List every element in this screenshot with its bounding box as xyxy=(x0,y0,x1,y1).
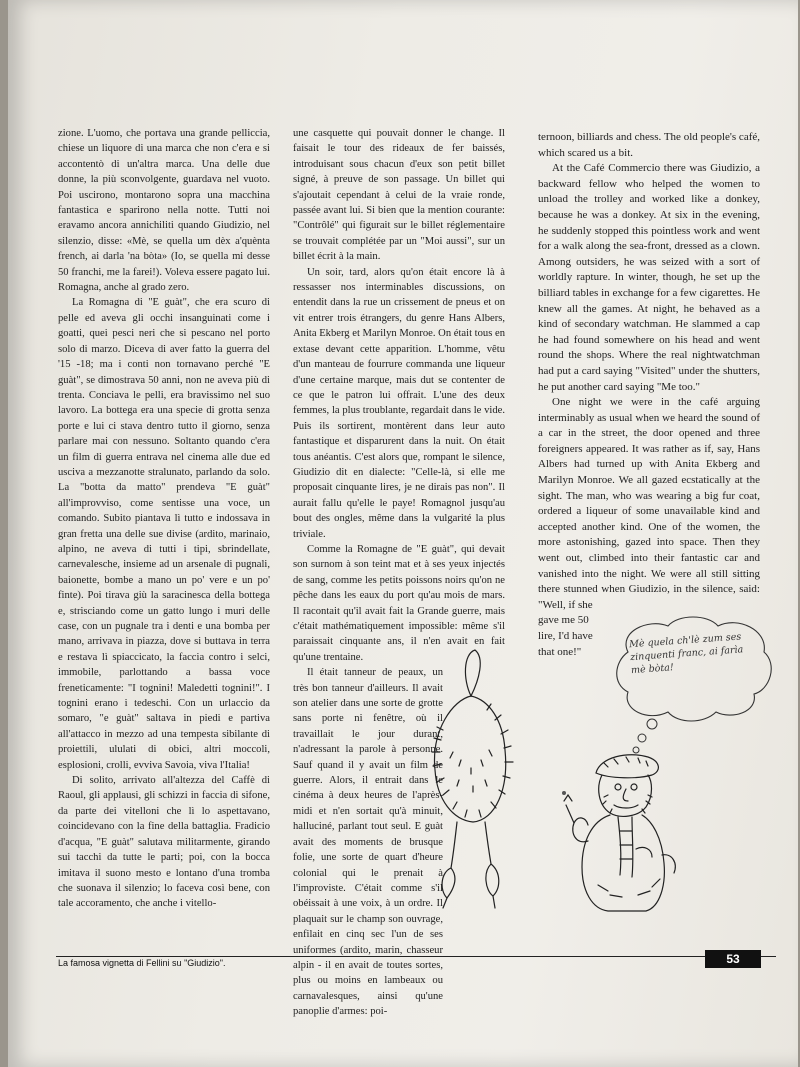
speech-bubble-text: Mè quela ch'lè zum ses zinquenti franc, ai farìa mè bòta! xyxy=(628,631,744,677)
magazine-page xyxy=(8,0,798,1067)
french-paragraph-2: Un soir, tard, alors qu'on était encore là à ressasser nos interminables discussions, on entendit dans la rue un crissement de pneus et on vit entrer trois étrangers, du genre Hans Albers, Anita Ekberg et Marilyn Monroe. On était tous en extase devant cette apparition. L'homme, vêtu d'un manteau de fourrure commanda une liqueur d'une certaine marque, mais dut se contenter de ce que le patron lui offrait. L'une des deux femmes, la plus troublante, regardait dans le vide. Puis ils sortirent, montèrent dans leur auto fantastique et disparurent dans la nuit. On était tous anéantis. C'est alors que, rompant le silence, Giudizio dit en dialecte: "Celle-là, si elle me proposait cinquante lires, je ne dirais pas non". Il aurait fallu qu'elle le paye! Romagnol jusqu'au bout des ongles, même dans la vulgarité la plus triviale. xyxy=(293,266,505,540)
english-paragraph-3-end: gave me 50 lire, I'd have that one!" xyxy=(538,614,593,658)
english-paragraph-1: ternoon, billiards and chess. The old people's café, which scared us a bit. xyxy=(538,131,760,159)
sketch-fur-coat-figure xyxy=(413,640,533,920)
italian-paragraph-1: zione. L'uomo, che portava una grande pelliccia, chiese un liquore di una marca che non c'era e si accontentò di un'altra marca. Una delle due donne, la più sconvolgente, guardava nel vuoto. Poi uscirono, montarono sopra una macchina fantastica e sparirono nella notte. Tutti noi eravamo ancora annichiliti quando Giudizio, nel silenzio, disse: «Mè, se quella um dèx a'quènta french, ai darla 'na bòta» (Io, se quella mi desse 50 franchi, me la farei!). Voleva essere pagato lui. Romagna, anche al grado zero. xyxy=(58,128,270,294)
english-paragraph-3: One night we were in the café arguing interminably as usual when we heard the sound of a car in the street, the door opened and three foreigners appeared. It was rather as if, say, Hans Albers had turned up with Anita Ekberg and Marilyn Monroe. We all gazed ecstatically at the sight. The man, who was wearing a big fur coat, ordered a liqueur of some unavailable kind and accepted another kind. One of the women, the more astonishing, gazed into space. Then they went out, climbed into their fantastic car and vanished into the night. We were all still sitting there stunned when Giudizio, in the silence, said: "Well, if she xyxy=(538,396,760,611)
french-paragraph-4: Il était tanneur de peaux, un très bon tanneur d'ailleurs. Il avait son atelier dans une sorte de grotte sans porte ni fenêtre, où il travaillait le jour durant, n'adressant la parole à personne. Sauf quand il y avait un film de guerre. Alors, il entrait dans le cinéma à deux heures de l'après-midi et n'en sortait qu'à minuit, halluciné, parlant tout seul. E guàt avait des moments de brusque folie, une sorte de quart d'heure colonial qui le prenait à l'improviste. C'était comme s'il obéissait à une voix, à un ordre. Il plaquait sur le champ son ouvrage, enfilait en cinq sec l'un de ses uniformes (ardito, marin, chasseur alpin - il en avait de toutes sortes, plus ou moins en lambeaux ou carnavalesques, ainsi qu'une panoplie d'armes: poi- xyxy=(293,667,443,1018)
french-paragraph-3: Comme la Romagne de "E guàt", qui devait son surnom à son teint mat et à ses yeux injectés de sang, comme les petits poissons noirs qu'on ne pêche dans les eaux du port qu'au mois de mars. Il racontait qu'il avait fait la Grande guerre, mais c'était mathématiquement impossible: même s'il paraissait cinquante ans, il n'en avait en fait qu'une trentaine. xyxy=(293,543,505,663)
english-paragraph-2: At the Café Commercio there was Giudizio, a backward fellow who helped the women to unload the trolley and worked like a donkey, because he was a donkey. At six in the evening, he suddenly stopped this pointless work and went for a walk along the sea-front, dressed as a clown. Among outsiders, he was seized with a sort of worldly rapture. In winter, though, he set up the billiard tables in exchange for a few cigarettes. He knew all the games. At night, he behaved as a kind of secondary watchman. He slammed a cap he had found somewhere on his head and went round the shops. Where the real nightwatchman had put a card saying "Visited" under the shutters, he put another card saying "Me too." xyxy=(538,162,760,393)
italian-paragraph-3: Di solito, arrivato all'altezza del Caffè di Raoul, gli applausi, gli schizzi in faccia di sifone, da parte dei vitelloni che lì lo aspettavano, coincidevano con la fine della battaglia. Fradicio d'acqua, "E guàt" salutava militarmente, girando sui tacchi da tutte le parti; poi, con la bocca imitava il suono mesto e lontano d'una tromba che suonava il silenzio; lo faceva così bene, con tale accoramento, che anche i vitello- xyxy=(58,775,270,910)
italian-column xyxy=(58,126,270,912)
figure-caption: La famosa vignetta di Fellini su "Giudizio". xyxy=(58,958,226,968)
italian-paragraph-2: La Romagna di "E guàt", che era scuro di pelle ed aveva gli occhi insanguinati come i goatti, quei pesci neri che si pescano nel porto solo di marzo. Diceva di aver fatto la guerra del '15 -18; ma i conti non tornavano perché "E guàt", se dimostrava 50 anni, non ne aveva più di trenta. Conciava le pelli, era bravissimo nel suo lavoro. La bottega era una specie di grotta senza porte e lui ci stava dentro tutto il giorno, senza parlare mai con nessuno. Soltanto quando c'era un film di guerra entrava nel cinema alle due ed usciva a mezzanotte stralunato, parlando da solo. La "botta da matto" prendeva "E guàt" all'improvviso, come sentisse una voce, un comando. Subito piantava lì tutto e indossava in gran fretta una delle sue divise (ardito, marinaio, alpino, ne aveva di tutti i tipi, sbrindellate, carnevalesche, insieme ad un arsenale di pugnali, baionette, bombe a mano un po' vere e un po' finte). Poi tirava giù la saracinesca della bottega e, strisciando come un gatto lungo i muri delle case, con un pugnale tra i denti e una bomba per mano, arrivava in piazza, dove si buttava in terra e restava lì spiaccicato, la faccia contro i selci, immobile, parlottando a bassa voce freneticamente: "I tognini! Maledetti tognini!". I tognini erano i tedeschi. Con un urlaccio da somaro, "e guàt" saltava in piedi e partiva all'attacco in mezzo ad una tempesta sibilante di proiettili, ululati di obici, altri moccoli, esplosioni, crolli, evviva Savoia, viva l'Italia! xyxy=(58,297,270,771)
sketch-giudizio-figure xyxy=(548,745,698,920)
footer-rule xyxy=(56,956,776,957)
page-number: 53 xyxy=(705,950,761,968)
english-column xyxy=(538,130,760,660)
french-paragraph-1: une casquette qui pouvait donner le change. Il faisait le tour des rideaux de fer baissés, introduisant sous chacun d'eux son petit billet signé, à preuve de son passage. Un billet qui s'ajoutait cependant à celui de la vraie ronde, passée avant lui. Si bien que la mention courante: "Contrôlé" qui figurait sur le billet réglementaire se trouvait complétée par un "Moi aussi", sur un billet écrit à la main. xyxy=(293,128,505,263)
